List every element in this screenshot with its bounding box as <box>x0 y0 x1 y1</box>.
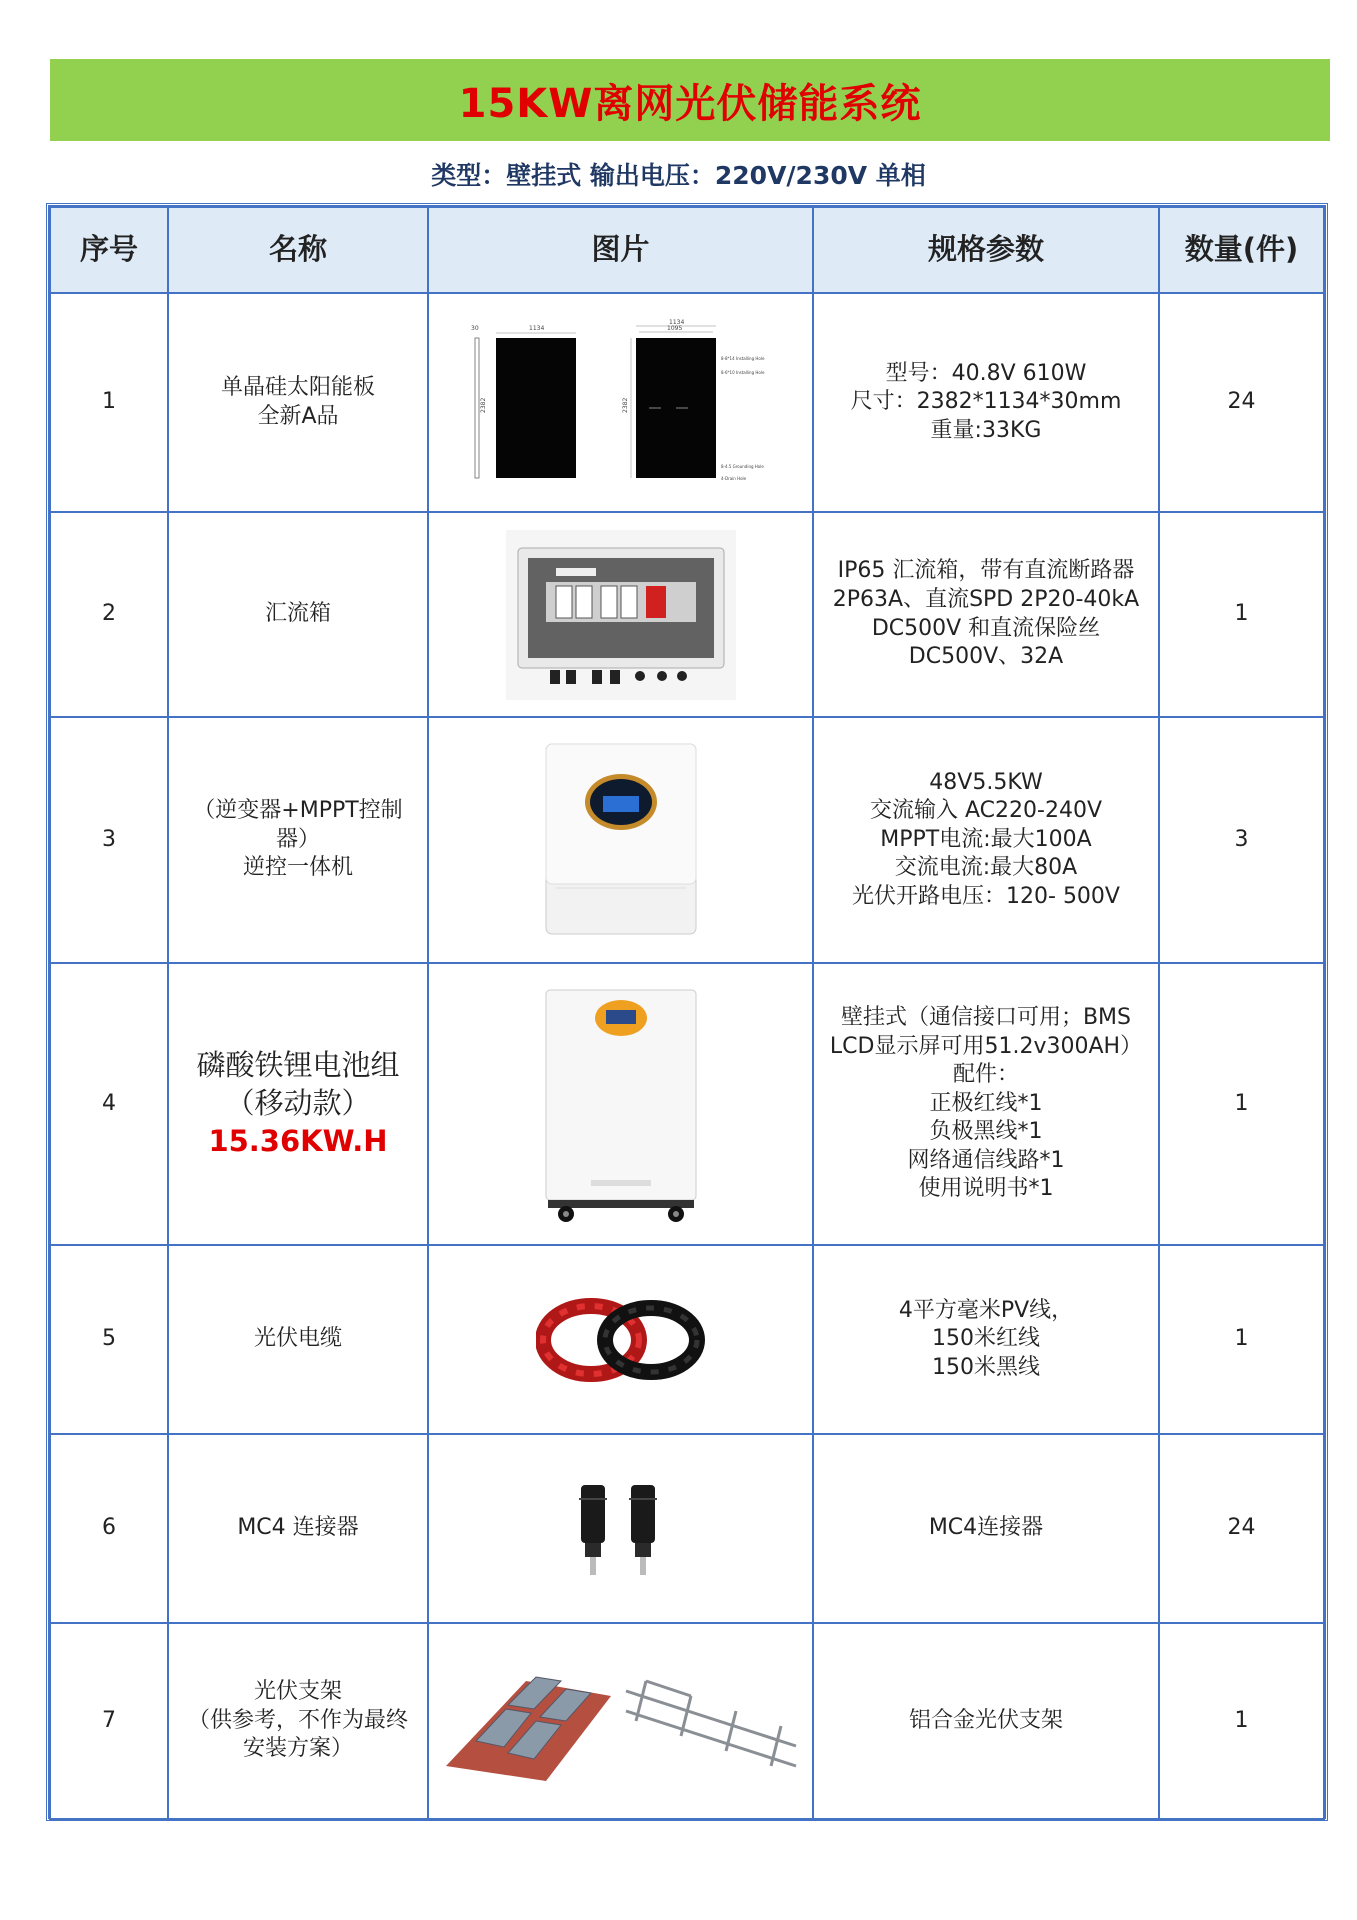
header-name: 名称 <box>168 207 428 293</box>
name-line: 磷酸铁锂电池组 <box>196 1048 400 1083</box>
table-row <box>50 293 1324 512</box>
spec-line: DC500V 和直流保险丝 <box>871 615 1101 641</box>
row-image <box>428 293 813 512</box>
row-spec <box>813 1434 1159 1623</box>
table-header-row <box>50 207 1324 293</box>
row-no: 5 <box>50 1245 168 1434</box>
name-line: 汇流箱 <box>264 601 331 627</box>
row-name <box>168 717 428 963</box>
row-image <box>428 717 813 963</box>
mc4-connector-photo <box>561 1479 681 1579</box>
spec-line: 光伏开路电压：120- 500V <box>852 883 1120 909</box>
spec-line: 重量:33KG <box>930 417 1042 443</box>
dim-width: 1134 <box>528 324 544 332</box>
row-name <box>168 512 428 717</box>
spec-line: MPPT电流:最大100A <box>880 826 1092 852</box>
mounting-bracket-photo <box>436 1661 806 1781</box>
dim-height: 2382 <box>479 397 487 413</box>
spec-line: 交流电流:最大80A <box>894 855 1078 881</box>
name-line: 单晶硅太阳能板 <box>220 374 375 400</box>
row-spec <box>813 963 1159 1245</box>
spec-line: 负极黑线*1 <box>929 1119 1043 1145</box>
row-qty: 1 <box>1159 1623 1324 1819</box>
row-name <box>168 1623 428 1819</box>
battery-photo <box>536 984 706 1224</box>
row-no: 6 <box>50 1434 168 1623</box>
inverter-photo <box>531 740 711 940</box>
header-no: 序号 <box>50 207 168 293</box>
product-table <box>46 203 1328 1821</box>
row-image <box>428 1245 813 1434</box>
name-line: （逆变器+MPPT控制 <box>193 798 403 824</box>
spec-line: 铝合金光伏支架 <box>908 1707 1063 1733</box>
row-qty: 3 <box>1159 717 1324 963</box>
pv-cable-photo <box>536 1295 706 1385</box>
spec-line: 48V5.5KW <box>929 769 1043 795</box>
row-no: 2 <box>50 512 168 717</box>
header-image: 图片 <box>428 207 813 293</box>
table-row <box>50 717 1324 963</box>
name-line: 全新A品 <box>257 403 339 429</box>
hole-label: 8-8*14 Installing Hole <box>720 355 764 361</box>
spec-line: LCD显示屏可用51.2v300AH） <box>829 1033 1143 1059</box>
row-no: 1 <box>50 293 168 512</box>
dim-thickness: 30 <box>470 324 479 332</box>
name-line: （移动款） <box>225 1086 371 1121</box>
name-line: 器） <box>275 826 320 852</box>
hole-label: 4-Drain Hole <box>720 475 746 481</box>
row-name <box>168 963 428 1245</box>
row-no: 4 <box>50 963 168 1245</box>
dim-height-2: 2382 <box>621 397 629 413</box>
row-qty: 24 <box>1159 293 1324 512</box>
table-row <box>50 963 1324 1245</box>
row-name <box>168 293 428 512</box>
row-image <box>428 1623 813 1819</box>
spec-line: 使用说明书*1 <box>918 1176 1054 1202</box>
spec-line: 正极红线*1 <box>929 1090 1043 1116</box>
row-no: 7 <box>50 1623 168 1819</box>
table-row <box>50 1245 1324 1434</box>
spec-line: 150米黑线 <box>932 1354 1040 1380</box>
spec-line: 交流输入 AC220-240V <box>870 798 1102 824</box>
row-qty: 1 <box>1159 1245 1324 1434</box>
row-qty: 1 <box>1159 512 1324 717</box>
name-line: 安装方案） <box>242 1736 353 1762</box>
row-no: 3 <box>50 717 168 963</box>
spec-line: 4平方毫米PV线， <box>898 1297 1074 1323</box>
combiner-box-photo <box>506 530 736 700</box>
header-qty: 数量(件) <box>1159 207 1324 293</box>
table-row <box>50 512 1324 717</box>
spec-line: 2P63A、直流SPD 2P20-40kA <box>832 586 1140 612</box>
row-image <box>428 512 813 717</box>
name-line: 光伏电缆 <box>253 1326 342 1352</box>
solar-panel-drawing <box>461 318 781 488</box>
header-spec: 规格参数 <box>813 207 1159 293</box>
row-name <box>168 1245 428 1434</box>
spec-line: 型号：40.8V 610W <box>885 360 1087 386</box>
spec-line: 150米红线 <box>932 1326 1040 1352</box>
title-banner <box>50 59 1330 141</box>
table-row <box>50 1434 1324 1623</box>
spec-line: IP65 汇流箱，带有直流断路器 <box>837 558 1135 584</box>
hole-label: 8-4.5 Grounding Hole <box>720 463 764 469</box>
name-line: （供参考，不作为最终 <box>187 1707 408 1733</box>
page-subtitle: 类型：壁挂式 输出电压：220V/230V 单相 <box>431 161 926 190</box>
row-spec <box>813 293 1159 512</box>
name-line: 逆控一体机 <box>242 855 353 881</box>
name-line: MC4 连接器 <box>237 1515 359 1541</box>
page-title: 15KW离网光伏储能系统 <box>458 80 922 127</box>
row-spec <box>813 1623 1159 1819</box>
row-qty: 24 <box>1159 1434 1324 1623</box>
name-line: 光伏支架 <box>253 1679 342 1705</box>
hole-label: 8-6*10 Installing Hole <box>720 369 764 375</box>
spec-line: MC4连接器 <box>928 1515 1044 1541</box>
dim-width-2: 1134 <box>668 318 684 326</box>
row-spec <box>813 717 1159 963</box>
row-qty: 1 <box>1159 963 1324 1245</box>
row-image <box>428 963 813 1245</box>
row-image <box>428 1434 813 1623</box>
spec-line: 壁挂式（通信接口可用；BMS <box>840 1004 1132 1030</box>
spec-line: DC500V、32A <box>908 644 1064 670</box>
spec-line: 配件： <box>952 1062 1019 1088</box>
spec-line: 尺寸：2382*1134*30mm <box>850 389 1122 415</box>
table-row <box>50 1623 1324 1819</box>
spec-line: 网络通信线路*1 <box>907 1147 1065 1173</box>
row-spec <box>813 1245 1159 1434</box>
dim-inner-width: 1095 <box>666 324 682 332</box>
row-spec <box>813 512 1159 717</box>
capacity-highlight: 15.36KW.H <box>208 1123 388 1158</box>
row-name <box>168 1434 428 1623</box>
